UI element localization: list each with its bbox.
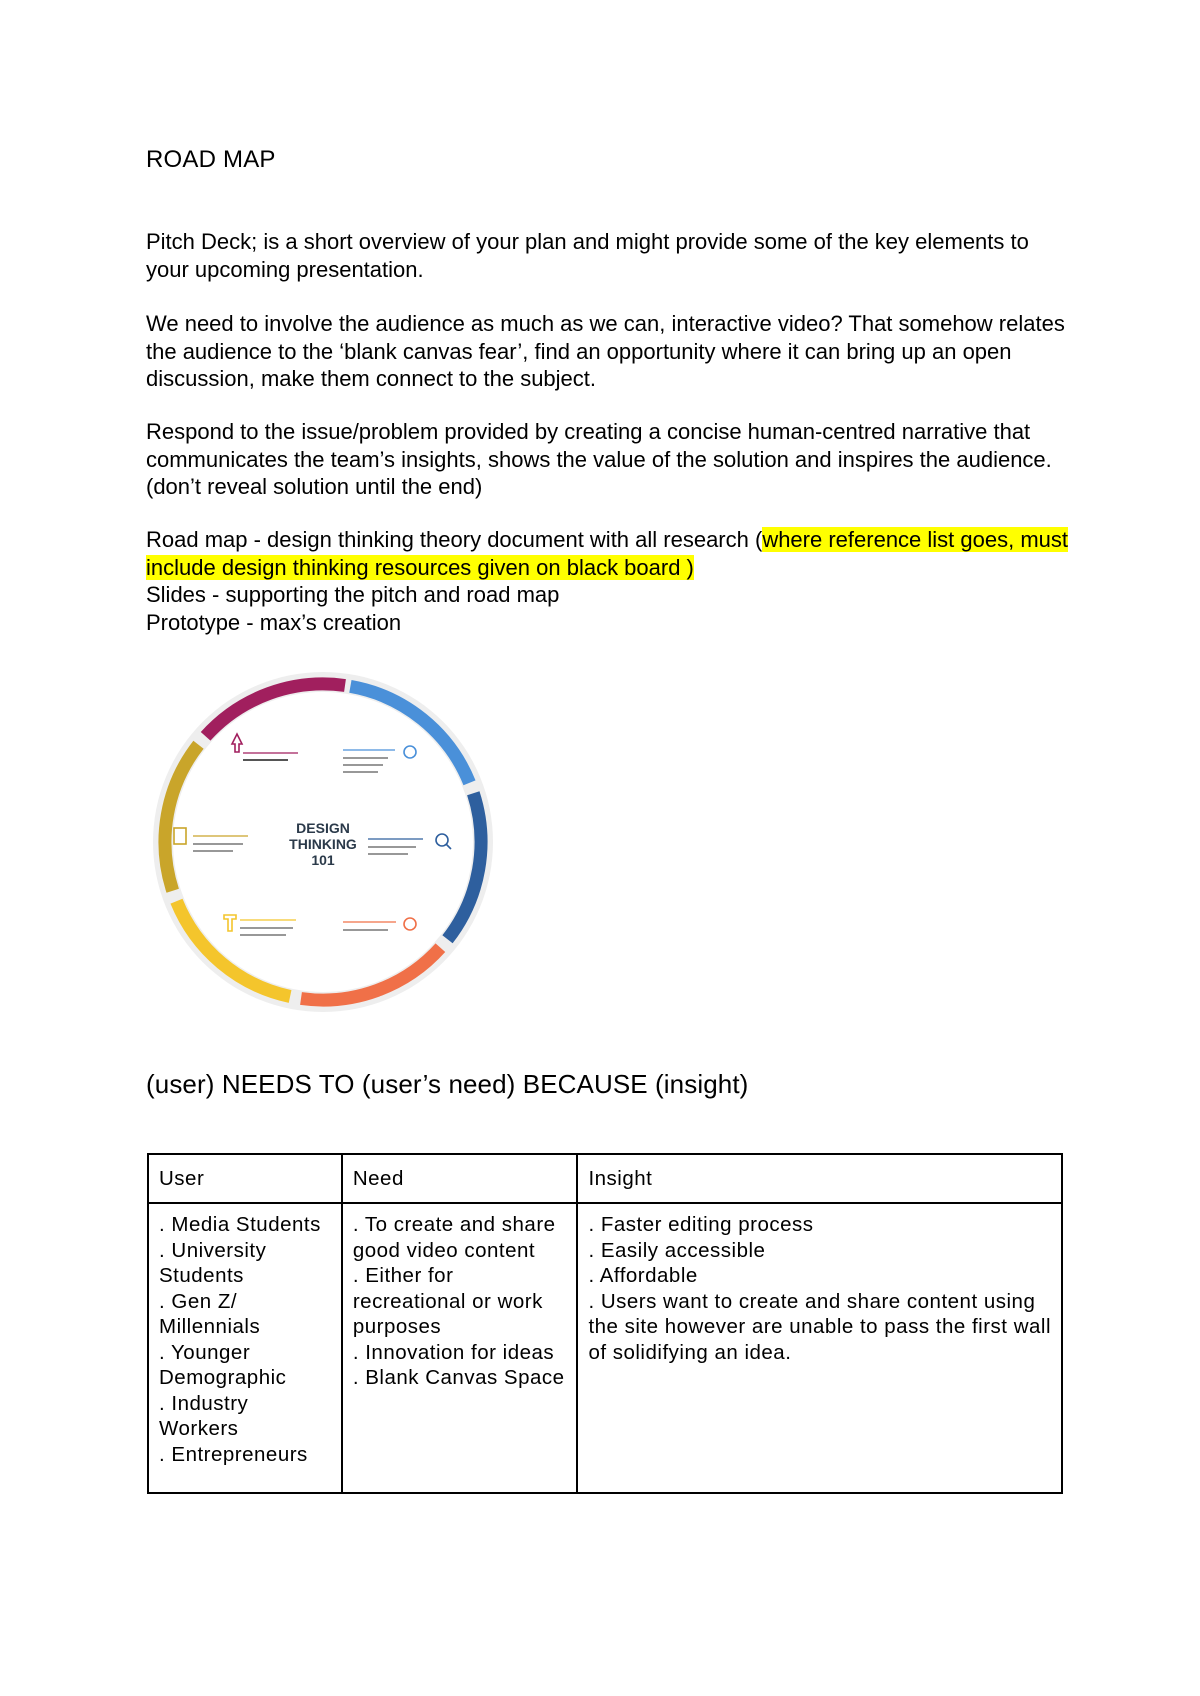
roadmap-highlight: where reference list goes, must include design thinking resources given on black board ): [146, 527, 1069, 580]
user-item: . University Students: [159, 1238, 267, 1287]
header-insight: Insight: [577, 1154, 1062, 1203]
slides-line: Slides - supporting the pitch and road map: [146, 582, 560, 607]
insight-item: . Easily accessible: [588, 1238, 766, 1262]
need-cell: [342, 1203, 578, 1493]
user-item: . Gen Z/ Millennials: [159, 1289, 261, 1338]
insight-item: . Faster editing process: [588, 1213, 814, 1236]
page-title: ROAD MAP: [146, 146, 276, 173]
need-statement-heading: (user) NEEDS TO (user’s need) BECAUSE (insight): [146, 1069, 749, 1099]
user-item: . Younger Demographic: [159, 1340, 287, 1389]
user-item: . Entrepreneurs: [159, 1442, 308, 1466]
deliverables-block: [146, 526, 1076, 636]
table-row: [148, 1203, 1062, 1493]
need-item: . Either for recreational or work purposes: [352, 1264, 543, 1338]
header-need: Need: [342, 1154, 578, 1203]
diagram-title-line-2: THINKING: [289, 836, 357, 852]
respond-paragraph: Respond to the issue/problem provided by creating a concise human-centred narrative that communicates the team’s insights, shows the value of the solution and inspires the audience. (don’t reveal solution until the end): [146, 419, 1052, 499]
diagram-title-line-1: DESIGN: [296, 820, 350, 836]
user-need-insight-table: [147, 1153, 1063, 1494]
header-user: User: [148, 1154, 342, 1203]
need-item: . Blank Canvas Space: [352, 1366, 565, 1389]
need-item: . To create and share good video content: [352, 1213, 556, 1262]
diagram-title-line-3: 101: [311, 852, 335, 868]
prototype-line: Prototype - max’s creation: [146, 609, 402, 635]
user-item: . Industry Workers: [159, 1391, 249, 1440]
roadmap-text: Road map - design thinking theory document with all research (: [146, 527, 763, 552]
insight-item: . Users want to create and share content using the site however are unable to pass the first wall of solidifying an idea.: [588, 1289, 1052, 1364]
pitch-deck-paragraph: Pitch Deck; is a short overview of your plan and might provide some of the key elements to your upcoming presentation.: [146, 229, 1029, 282]
insight-item: . Affordable: [588, 1264, 698, 1287]
design-thinking-diagram: [148, 670, 498, 1015]
table-header-row: [148, 1154, 1062, 1203]
audience-paragraph: We need to involve the audience as much as we can, interactive video? That somehow relates the audience to the ‘blank canvas fear’, find an opportunity where it can bring up an open discussion, make them connect to the subject.: [146, 311, 1065, 391]
need-item: . Innovation for ideas: [352, 1340, 555, 1364]
user-item: . Media Students: [159, 1213, 321, 1236]
user-cell: [148, 1203, 342, 1493]
insight-cell: [577, 1203, 1062, 1493]
